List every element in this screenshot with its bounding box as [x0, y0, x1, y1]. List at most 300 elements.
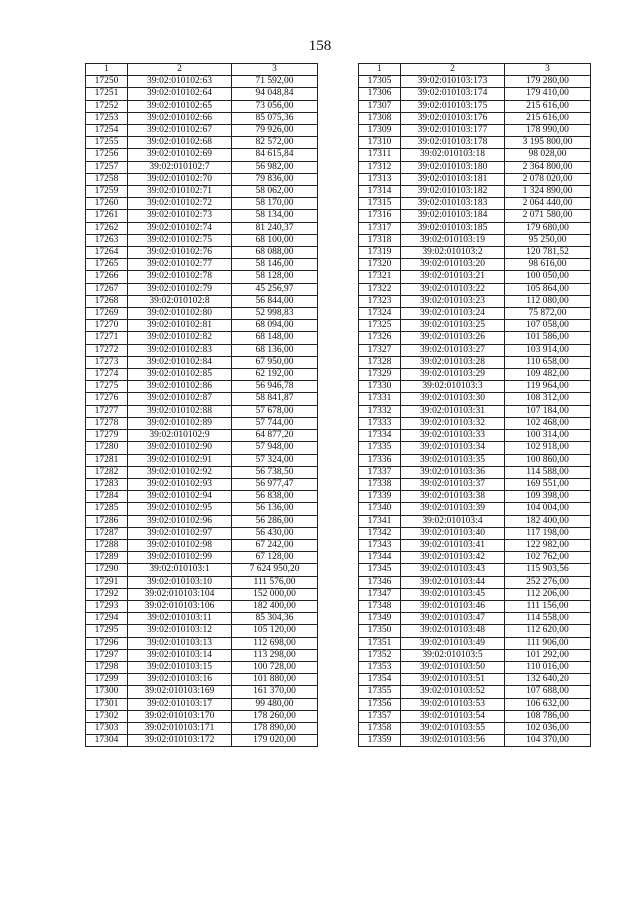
row-number-cell: 17307 [359, 100, 401, 112]
table-header-row [86, 64, 318, 76]
value-cell: 94 048,84 [232, 88, 318, 100]
cadastral-id-cell: 39:02:010103:173 [401, 76, 505, 88]
value-cell: 103 914,00 [505, 344, 591, 356]
cadastral-id-cell: 39:02:010103:174 [401, 88, 505, 100]
row-number-cell: 17350 [359, 625, 401, 637]
cadastral-id-cell: 39:02:010103:35 [401, 454, 505, 466]
table-row [359, 356, 591, 368]
cadastral-id-cell: 39:02:010102:77 [128, 259, 232, 271]
value-cell: 58 128,00 [232, 271, 318, 283]
cadastral-id-cell: 39:02:010103:178 [401, 137, 505, 149]
value-cell: 182 400,00 [505, 515, 591, 527]
value-cell: 2 364 800,00 [505, 161, 591, 173]
value-cell: 56 738,50 [232, 466, 318, 478]
value-cell: 68 088,00 [232, 247, 318, 259]
cadastral-id-cell: 39:02:010103:180 [401, 161, 505, 173]
value-cell: 81 240,37 [232, 222, 318, 234]
value-cell: 112 620,00 [505, 625, 591, 637]
row-number-cell: 17312 [359, 161, 401, 173]
table-row [86, 295, 318, 307]
row-number-cell: 17285 [86, 503, 128, 515]
cadastral-id-cell: 39:02:010102:8 [128, 295, 232, 307]
row-number-cell: 17322 [359, 283, 401, 295]
table-row [86, 613, 318, 625]
table-row [86, 161, 318, 173]
value-cell: 104 370,00 [505, 735, 591, 747]
row-number-cell: 17308 [359, 112, 401, 124]
row-number-cell: 17334 [359, 430, 401, 442]
cadastral-id-cell: 39:02:010103:12 [128, 625, 232, 637]
cadastral-id-cell: 39:02:010103:40 [401, 527, 505, 539]
row-number-cell: 17294 [86, 613, 128, 625]
cadastral-id-cell: 39:02:010102:73 [128, 210, 232, 222]
row-number-cell: 17311 [359, 149, 401, 161]
table-row [86, 173, 318, 185]
value-cell: 178 890,00 [232, 722, 318, 734]
row-number-cell: 17328 [359, 356, 401, 368]
table-row [359, 247, 591, 259]
column-header-cadastral-id: 2 [128, 64, 232, 76]
table-row [86, 417, 318, 429]
value-cell: 169 551,00 [505, 478, 591, 490]
value-cell: 67 242,00 [232, 539, 318, 551]
value-cell: 252 276,00 [505, 576, 591, 588]
value-cell: 110 658,00 [505, 356, 591, 368]
table-row [86, 210, 318, 222]
table-row [359, 430, 591, 442]
cadastral-id-cell: 39:02:010103:46 [401, 600, 505, 612]
value-cell: 84 615,84 [232, 149, 318, 161]
value-cell: 100 860,00 [505, 454, 591, 466]
table-row [86, 625, 318, 637]
row-number-cell: 17291 [86, 576, 128, 588]
row-number-cell: 17315 [359, 198, 401, 210]
row-number-cell: 17331 [359, 393, 401, 405]
row-number-cell: 17332 [359, 405, 401, 417]
row-number-cell: 17278 [86, 417, 128, 429]
value-cell: 58 146,00 [232, 259, 318, 271]
table-row [86, 271, 318, 283]
cadastral-id-cell: 39:02:010103:56 [401, 735, 505, 747]
row-number-cell: 17277 [86, 405, 128, 417]
cadastral-id-cell: 39:02:010103:17 [128, 698, 232, 710]
table-row [359, 735, 591, 747]
table-row [86, 491, 318, 503]
row-number-cell: 17282 [86, 466, 128, 478]
row-number-cell: 17263 [86, 234, 128, 246]
value-cell: 52 998,83 [232, 308, 318, 320]
value-cell: 102 762,00 [505, 552, 591, 564]
cadastral-id-cell: 39:02:010102:68 [128, 137, 232, 149]
value-cell: 107 688,00 [505, 686, 591, 698]
cadastral-id-cell: 39:02:010102:96 [128, 515, 232, 527]
value-cell: 152 000,00 [232, 588, 318, 600]
table-row [86, 564, 318, 576]
row-number-cell: 17258 [86, 173, 128, 185]
value-cell: 108 312,00 [505, 393, 591, 405]
value-cell: 2 064 440,00 [505, 198, 591, 210]
value-cell: 56 977,47 [232, 478, 318, 490]
value-cell: 100 050,00 [505, 271, 591, 283]
row-number-cell: 17320 [359, 259, 401, 271]
value-cell: 56 982,00 [232, 161, 318, 173]
cadastral-id-cell: 39:02:010103:43 [401, 564, 505, 576]
row-number-cell: 17343 [359, 539, 401, 551]
value-cell: 215 616,00 [505, 100, 591, 112]
table-row [86, 515, 318, 527]
value-cell: 2 071 580,00 [505, 210, 591, 222]
row-number-cell: 17298 [86, 661, 128, 673]
cadastral-id-cell: 39:02:010103:20 [401, 259, 505, 271]
table-body [359, 76, 591, 747]
table-row [359, 710, 591, 722]
cadastral-id-cell: 39:02:010103:11 [128, 613, 232, 625]
column-header-value: 3 [232, 64, 318, 76]
value-cell: 1 324 890,00 [505, 186, 591, 198]
cadastral-id-cell: 39:02:010103:30 [401, 393, 505, 405]
value-cell: 98 616,00 [505, 259, 591, 271]
cadastral-id-cell: 39:02:010103:54 [401, 710, 505, 722]
table-row [86, 539, 318, 551]
row-number-cell: 17292 [86, 588, 128, 600]
row-number-cell: 17333 [359, 417, 401, 429]
cadastral-id-cell: 39:02:010102:80 [128, 308, 232, 320]
row-number-cell: 17304 [86, 735, 128, 747]
table-row [359, 76, 591, 88]
row-number-cell: 17309 [359, 125, 401, 137]
value-cell: 107 058,00 [505, 320, 591, 332]
table-row [86, 137, 318, 149]
table-row [359, 283, 591, 295]
row-number-cell: 17359 [359, 735, 401, 747]
cadastral-id-cell: 39:02:010102:91 [128, 454, 232, 466]
value-cell: 82 572,00 [232, 137, 318, 149]
table-row [86, 222, 318, 234]
table-row [86, 722, 318, 734]
row-number-cell: 17255 [86, 137, 128, 149]
row-number-cell: 17354 [359, 674, 401, 686]
value-cell: 67 128,00 [232, 552, 318, 564]
row-number-cell: 17330 [359, 381, 401, 393]
value-cell: 102 036,00 [505, 722, 591, 734]
value-cell: 161 370,00 [232, 686, 318, 698]
table-row [86, 186, 318, 198]
value-cell: 100 314,00 [505, 430, 591, 442]
cadastral-id-cell: 39:02:010103:36 [401, 466, 505, 478]
cadastral-id-cell: 39:02:010102:81 [128, 320, 232, 332]
value-cell: 58 841,87 [232, 393, 318, 405]
cadastral-id-cell: 39:02:010103:38 [401, 491, 505, 503]
cadastral-id-cell: 39:02:010103:22 [401, 283, 505, 295]
table-row [86, 430, 318, 442]
table-row [359, 295, 591, 307]
value-cell: 106 632,00 [505, 698, 591, 710]
table-row [86, 198, 318, 210]
table-row [86, 674, 318, 686]
value-cell: 113 298,00 [232, 649, 318, 661]
row-number-cell: 17347 [359, 588, 401, 600]
table-row [86, 308, 318, 320]
value-cell: 75 872,00 [505, 308, 591, 320]
row-number-cell: 17267 [86, 283, 128, 295]
value-cell: 56 286,00 [232, 515, 318, 527]
cadastral-id-cell: 39:02:010102:97 [128, 527, 232, 539]
cadastral-id-cell: 39:02:010103:13 [128, 637, 232, 649]
row-number-cell: 17342 [359, 527, 401, 539]
value-cell: 56 838,00 [232, 491, 318, 503]
cadastral-id-cell: 39:02:010103:171 [128, 722, 232, 734]
row-number-cell: 17318 [359, 234, 401, 246]
row-number-cell: 17293 [86, 600, 128, 612]
cadastral-id-cell: 39:02:010102:94 [128, 491, 232, 503]
table-row [359, 125, 591, 137]
cadastral-table-left [85, 63, 318, 747]
row-number-cell: 17265 [86, 259, 128, 271]
cadastral-id-cell: 39:02:010103:26 [401, 332, 505, 344]
value-cell: 57 948,00 [232, 442, 318, 454]
row-number-cell: 17273 [86, 356, 128, 368]
table-row [86, 344, 318, 356]
cadastral-id-cell: 39:02:010103:42 [401, 552, 505, 564]
value-cell: 100 728,00 [232, 661, 318, 673]
row-number-cell: 17339 [359, 491, 401, 503]
value-cell: 57 744,00 [232, 417, 318, 429]
table-row [86, 247, 318, 259]
table-row [359, 625, 591, 637]
value-cell: 114 588,00 [505, 466, 591, 478]
cadastral-id-cell: 39:02:010102:75 [128, 234, 232, 246]
value-cell: 67 950,00 [232, 356, 318, 368]
row-number-cell: 17259 [86, 186, 128, 198]
row-number-cell: 17321 [359, 271, 401, 283]
value-cell: 119 964,00 [505, 381, 591, 393]
table-row [86, 283, 318, 295]
row-number-cell: 17266 [86, 271, 128, 283]
row-number-cell: 17269 [86, 308, 128, 320]
row-number-cell: 17345 [359, 564, 401, 576]
cadastral-id-cell: 39:02:010103:21 [401, 271, 505, 283]
cadastral-id-cell: 39:02:010103:104 [128, 588, 232, 600]
value-cell: 71 592,00 [232, 76, 318, 88]
cadastral-id-cell: 39:02:010102:82 [128, 332, 232, 344]
cadastral-id-cell: 39:02:010103:39 [401, 503, 505, 515]
row-number-cell: 17314 [359, 186, 401, 198]
row-number-cell: 17338 [359, 478, 401, 490]
row-number-cell: 17257 [86, 161, 128, 173]
row-number-cell: 17352 [359, 649, 401, 661]
table-row [86, 234, 318, 246]
value-cell: 58 062,00 [232, 186, 318, 198]
cadastral-id-cell: 39:02:010102:66 [128, 112, 232, 124]
value-cell: 56 136,00 [232, 503, 318, 515]
cadastral-id-cell: 39:02:010103:50 [401, 661, 505, 673]
table-row [359, 698, 591, 710]
table-row [86, 442, 318, 454]
table-row [359, 369, 591, 381]
table-row [359, 674, 591, 686]
table-row [359, 234, 591, 246]
row-number-cell: 17329 [359, 369, 401, 381]
cadastral-id-cell: 39:02:010102:95 [128, 503, 232, 515]
row-number-cell: 17351 [359, 637, 401, 649]
table-row [86, 527, 318, 539]
table-row [359, 173, 591, 185]
cadastral-id-cell: 39:02:010102:78 [128, 271, 232, 283]
value-cell: 73 056,00 [232, 100, 318, 112]
table-row [359, 478, 591, 490]
table-row [359, 661, 591, 673]
table-row [359, 344, 591, 356]
table-row [86, 88, 318, 100]
row-number-cell: 17305 [359, 76, 401, 88]
value-cell: 114 558,00 [505, 613, 591, 625]
table-row [359, 539, 591, 551]
value-cell: 58 134,00 [232, 210, 318, 222]
cadastral-id-cell: 39:02:010103:29 [401, 369, 505, 381]
cadastral-id-cell: 39:02:010103:184 [401, 210, 505, 222]
table-row [86, 600, 318, 612]
cadastral-id-cell: 39:02:010102:83 [128, 344, 232, 356]
table-row [359, 527, 591, 539]
table-row [359, 161, 591, 173]
row-number-cell: 17302 [86, 710, 128, 722]
row-number-cell: 17319 [359, 247, 401, 259]
table-row [359, 686, 591, 698]
cadastral-id-cell: 39:02:010103:45 [401, 588, 505, 600]
row-number-cell: 17358 [359, 722, 401, 734]
row-number-cell: 17274 [86, 369, 128, 381]
table-row [86, 112, 318, 124]
table-row [359, 332, 591, 344]
cadastral-id-cell: 39:02:010103:2 [401, 247, 505, 259]
value-cell: 182 400,00 [232, 600, 318, 612]
cadastral-id-cell: 39:02:010103:53 [401, 698, 505, 710]
table-row [86, 649, 318, 661]
table-row [359, 515, 591, 527]
cadastral-id-cell: 39:02:010103:23 [401, 295, 505, 307]
value-cell: 111 906,00 [505, 637, 591, 649]
cadastral-id-cell: 39:02:010103:33 [401, 430, 505, 442]
table-row [359, 210, 591, 222]
table-row [359, 576, 591, 588]
table-row [359, 259, 591, 271]
cadastral-id-cell: 39:02:010103:106 [128, 600, 232, 612]
cadastral-id-cell: 39:02:010103:183 [401, 198, 505, 210]
table-row [359, 381, 591, 393]
row-number-cell: 17253 [86, 112, 128, 124]
value-cell: 68 148,00 [232, 332, 318, 344]
table-row [359, 405, 591, 417]
table-row [86, 125, 318, 137]
row-number-cell: 17256 [86, 149, 128, 161]
value-cell: 102 918,00 [505, 442, 591, 454]
value-cell: 101 880,00 [232, 674, 318, 686]
value-cell: 132 640,20 [505, 674, 591, 686]
cadastral-id-cell: 39:02:010103:48 [401, 625, 505, 637]
value-cell: 57 678,00 [232, 405, 318, 417]
row-number-cell: 17357 [359, 710, 401, 722]
table-row [359, 613, 591, 625]
value-cell: 56 844,00 [232, 295, 318, 307]
table-row [86, 710, 318, 722]
table-row [359, 186, 591, 198]
table-row [359, 600, 591, 612]
cadastral-id-cell: 39:02:010103:51 [401, 674, 505, 686]
table-row [359, 552, 591, 564]
column-header-value: 3 [505, 64, 591, 76]
row-number-cell: 17301 [86, 698, 128, 710]
table-row [86, 588, 318, 600]
cadastral-id-cell: 39:02:010102:92 [128, 466, 232, 478]
cadastral-id-cell: 39:02:010103:37 [401, 478, 505, 490]
cadastral-id-cell: 39:02:010102:99 [128, 552, 232, 564]
table-row [86, 259, 318, 271]
table-row [359, 100, 591, 112]
cadastral-id-cell: 39:02:010102:89 [128, 417, 232, 429]
table-row [86, 332, 318, 344]
cadastral-id-cell: 39:02:010102:90 [128, 442, 232, 454]
value-cell: 112 698,00 [232, 637, 318, 649]
row-number-cell: 17283 [86, 478, 128, 490]
row-number-cell: 17310 [359, 137, 401, 149]
table-row [359, 320, 591, 332]
row-number-cell: 17306 [359, 88, 401, 100]
row-number-cell: 17317 [359, 222, 401, 234]
value-cell: 105 120,00 [232, 625, 318, 637]
table-row [86, 552, 318, 564]
value-cell: 179 410,00 [505, 88, 591, 100]
value-cell: 64 877,20 [232, 430, 318, 442]
value-cell: 122 982,00 [505, 539, 591, 551]
cadastral-id-cell: 39:02:010103:176 [401, 112, 505, 124]
cadastral-id-cell: 39:02:010103:27 [401, 344, 505, 356]
cadastral-id-cell: 39:02:010103:49 [401, 637, 505, 649]
row-number-cell: 17284 [86, 491, 128, 503]
cadastral-id-cell: 39:02:010102:67 [128, 125, 232, 137]
cadastral-id-cell: 39:02:010102:86 [128, 381, 232, 393]
row-number-cell: 17287 [86, 527, 128, 539]
row-number-cell: 17250 [86, 76, 128, 88]
cadastral-id-cell: 39:02:010103:25 [401, 320, 505, 332]
value-cell: 110 016,00 [505, 661, 591, 673]
row-number-cell: 17252 [86, 100, 128, 112]
row-number-cell: 17290 [86, 564, 128, 576]
cadastral-id-cell: 39:02:010102:74 [128, 222, 232, 234]
cadastral-id-cell: 39:02:010103:3 [401, 381, 505, 393]
row-number-cell: 17280 [86, 442, 128, 454]
table-row [359, 198, 591, 210]
row-number-cell: 17276 [86, 393, 128, 405]
cadastral-id-cell: 39:02:010103:55 [401, 722, 505, 734]
table-row [86, 466, 318, 478]
row-number-cell: 17335 [359, 442, 401, 454]
table-row [359, 271, 591, 283]
row-number-cell: 17346 [359, 576, 401, 588]
table-row [86, 320, 318, 332]
value-cell: 109 482,00 [505, 369, 591, 381]
row-number-cell: 17356 [359, 698, 401, 710]
cadastral-id-cell: 39:02:010103:185 [401, 222, 505, 234]
row-number-cell: 17271 [86, 332, 128, 344]
table-row [359, 722, 591, 734]
value-cell: 95 250,00 [505, 234, 591, 246]
row-number-cell: 17300 [86, 686, 128, 698]
cadastral-id-cell: 39:02:010102:7 [128, 161, 232, 173]
table-row [86, 576, 318, 588]
value-cell: 68 100,00 [232, 234, 318, 246]
value-cell: 57 324,00 [232, 454, 318, 466]
row-number-cell: 17279 [86, 430, 128, 442]
